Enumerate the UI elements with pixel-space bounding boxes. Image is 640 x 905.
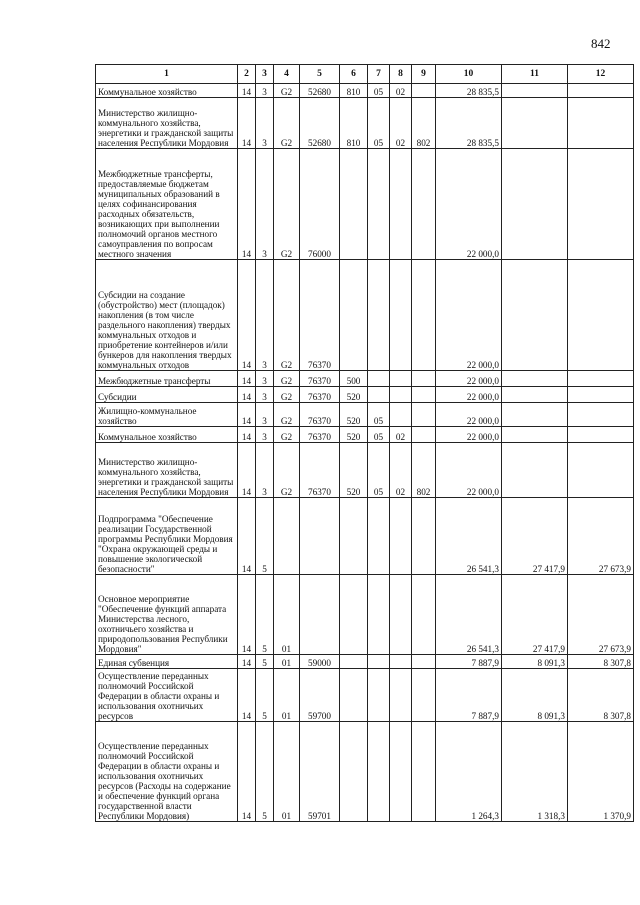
row-value-cell: 05 (368, 427, 390, 443)
row-value-cell (412, 149, 436, 260)
row-value-cell (368, 655, 390, 669)
row-value-cell (412, 403, 436, 427)
row-value-cell: G2 (274, 260, 300, 371)
row-value-cell: 14 (238, 84, 256, 98)
row-value-cell: 8 091,3 (502, 669, 568, 722)
row-value-cell (502, 403, 568, 427)
row-value-cell: 8 091,3 (502, 655, 568, 669)
row-value-cell: 52680 (300, 98, 340, 149)
row-name-cell: Единая субвенция (96, 655, 238, 669)
row-value-cell: 3 (256, 371, 274, 387)
row-value-cell (412, 260, 436, 371)
row-value-cell: 5 (256, 669, 274, 722)
row-value-cell (568, 371, 634, 387)
row-value-cell (368, 575, 390, 655)
row-value-cell (368, 371, 390, 387)
row-value-cell (502, 427, 568, 443)
table-row (96, 575, 634, 655)
row-value-cell: 76000 (300, 149, 340, 260)
row-value-cell: G2 (274, 403, 300, 427)
row-value-cell (568, 149, 634, 260)
row-value-cell: 5 (256, 722, 274, 822)
row-value-cell: 76370 (300, 387, 340, 403)
row-value-cell (568, 403, 634, 427)
row-value-cell: 22 000,0 (436, 403, 502, 427)
row-value-cell (390, 387, 412, 403)
col-header: 3 (256, 65, 274, 84)
row-value-cell (502, 84, 568, 98)
row-value-cell: 59000 (300, 655, 340, 669)
row-value-cell: 01 (274, 575, 300, 655)
col-header: 12 (568, 65, 634, 84)
row-value-cell: 14 (238, 575, 256, 655)
row-value-cell: 3 (256, 84, 274, 98)
row-value-cell: 27 417,9 (502, 575, 568, 655)
row-value-cell (502, 387, 568, 403)
row-value-cell (412, 498, 436, 575)
row-value-cell: 05 (368, 443, 390, 498)
row-value-cell: 59701 (300, 722, 340, 822)
row-value-cell: 14 (238, 443, 256, 498)
row-value-cell (340, 260, 368, 371)
row-value-cell: 5 (256, 498, 274, 575)
row-value-cell: 14 (238, 655, 256, 669)
row-value-cell: 520 (340, 443, 368, 498)
row-value-cell (568, 260, 634, 371)
row-value-cell: 26 541,3 (436, 498, 502, 575)
col-header: 5 (300, 65, 340, 84)
table-row (96, 387, 634, 403)
row-value-cell: 76370 (300, 427, 340, 443)
row-value-cell (368, 669, 390, 722)
row-value-cell (340, 722, 368, 822)
row-value-cell (368, 260, 390, 371)
row-value-cell (340, 575, 368, 655)
row-value-cell: G2 (274, 443, 300, 498)
row-value-cell: 14 (238, 371, 256, 387)
row-value-cell: 5 (256, 575, 274, 655)
row-value-cell (390, 655, 412, 669)
row-value-cell (568, 84, 634, 98)
row-value-cell: 52680 (300, 84, 340, 98)
row-value-cell: G2 (274, 387, 300, 403)
row-name-cell: Осуществление переданных полномочий Российской Федерации в области охраны и использования охотничьих ресурсов (96, 669, 238, 722)
col-header: 8 (390, 65, 412, 84)
row-value-cell (368, 149, 390, 260)
row-value-cell: 1 318,3 (502, 722, 568, 822)
col-header: 4 (274, 65, 300, 84)
row-value-cell: 1 264,3 (436, 722, 502, 822)
row-value-cell: 3 (256, 403, 274, 427)
row-value-cell: 28 835,5 (436, 84, 502, 98)
row-value-cell (390, 403, 412, 427)
row-value-cell: 02 (390, 84, 412, 98)
row-value-cell: 27 417,9 (502, 498, 568, 575)
row-value-cell: 05 (368, 98, 390, 149)
col-header: 9 (412, 65, 436, 84)
row-value-cell: 14 (238, 403, 256, 427)
row-value-cell: 22 000,0 (436, 387, 502, 403)
row-value-cell: G2 (274, 84, 300, 98)
row-value-cell: 802 (412, 443, 436, 498)
row-value-cell: 76370 (300, 260, 340, 371)
row-name-cell: Межбюджетные трансферты, предоставляемые бюджетам муниципальных образований в целях софинансирования расходных обязательств, возникающих при выполнении полномочий органов местного самоуправления по вопросам местного значения (96, 149, 238, 260)
table-row (96, 149, 634, 260)
row-value-cell: 22 000,0 (436, 427, 502, 443)
row-value-cell (502, 260, 568, 371)
table-row (96, 427, 634, 443)
row-value-cell: 14 (238, 498, 256, 575)
row-value-cell: 520 (340, 387, 368, 403)
row-value-cell (412, 84, 436, 98)
header-row (96, 65, 634, 84)
row-value-cell: G2 (274, 149, 300, 260)
row-value-cell: 14 (238, 387, 256, 403)
col-header: 11 (502, 65, 568, 84)
row-value-cell: 1 370,9 (568, 722, 634, 822)
row-value-cell (390, 669, 412, 722)
row-value-cell: 22 000,0 (436, 149, 502, 260)
row-value-cell (568, 443, 634, 498)
row-value-cell: 05 (368, 84, 390, 98)
row-value-cell: G2 (274, 371, 300, 387)
row-value-cell (390, 149, 412, 260)
table-row (96, 669, 634, 722)
row-value-cell: 26 541,3 (436, 575, 502, 655)
row-name-cell: Основное мероприятие "Обеспечение функций аппарата Министерства лесного, охотничьего хозяйства и природопользования Республики Мордовия" (96, 575, 238, 655)
row-value-cell (502, 149, 568, 260)
row-value-cell: 59700 (300, 669, 340, 722)
row-value-cell: 7 887,9 (436, 655, 502, 669)
row-value-cell (368, 387, 390, 403)
row-value-cell (340, 498, 368, 575)
row-value-cell: 01 (274, 669, 300, 722)
row-value-cell (274, 498, 300, 575)
row-value-cell (390, 371, 412, 387)
row-value-cell: 3 (256, 387, 274, 403)
row-value-cell (300, 498, 340, 575)
table-row (96, 655, 634, 669)
row-value-cell: 22 000,0 (436, 443, 502, 498)
table-row (96, 722, 634, 822)
row-value-cell (368, 722, 390, 822)
row-name-cell: Министерство жилищно-коммунального хозяйства, энергетики и гражданской защиты населения Республики Мордовия (96, 98, 238, 149)
row-value-cell (390, 260, 412, 371)
row-value-cell (412, 575, 436, 655)
row-value-cell (568, 98, 634, 149)
row-name-cell: Субсидии (96, 387, 238, 403)
row-value-cell (412, 371, 436, 387)
col-header: 2 (238, 65, 256, 84)
row-value-cell (390, 498, 412, 575)
row-name-cell: Субсидии на создание (обустройство) мест (площадок) накопления (в том числе раздельного накопления) твердых коммунальных отходов и приобретение контейнеров и/или бункеров для накопления твердых коммунальных отходов (96, 260, 238, 371)
row-name-cell: Осуществление переданных полномочий Российской Федерации в области охраны и использования охотничьих ресурсов (Расходы на содержание и обеспечение функций органа государственной власти Республики Мордовия) (96, 722, 238, 822)
row-value-cell: 14 (238, 260, 256, 371)
row-value-cell (412, 655, 436, 669)
row-value-cell: G2 (274, 427, 300, 443)
page-number: 842 (591, 36, 611, 51)
row-value-cell: 810 (340, 84, 368, 98)
table-row (96, 498, 634, 575)
row-value-cell (390, 722, 412, 822)
row-value-cell (502, 371, 568, 387)
row-value-cell: 02 (390, 427, 412, 443)
row-value-cell (412, 387, 436, 403)
row-name-cell: Жилищно-коммунальное хозяйство (96, 403, 238, 427)
row-value-cell: 22 000,0 (436, 260, 502, 371)
row-name-cell: Коммунальное хозяйство (96, 427, 238, 443)
row-value-cell: 76370 (300, 371, 340, 387)
row-value-cell: 02 (390, 98, 412, 149)
row-value-cell (300, 575, 340, 655)
row-value-cell: 3 (256, 98, 274, 149)
row-value-cell: 14 (238, 98, 256, 149)
row-value-cell: 500 (340, 371, 368, 387)
table-row (96, 443, 634, 498)
row-value-cell (340, 669, 368, 722)
row-value-cell: 3 (256, 149, 274, 260)
row-value-cell (340, 655, 368, 669)
row-value-cell: 27 673,9 (568, 498, 634, 575)
table-row (96, 98, 634, 149)
row-value-cell (502, 443, 568, 498)
row-value-cell: 14 (238, 149, 256, 260)
row-value-cell: 520 (340, 403, 368, 427)
row-value-cell: 76370 (300, 443, 340, 498)
row-value-cell: 3 (256, 427, 274, 443)
row-value-cell: 810 (340, 98, 368, 149)
table-row (96, 84, 634, 98)
row-value-cell (340, 149, 368, 260)
row-value-cell: 5 (256, 655, 274, 669)
row-value-cell: 01 (274, 655, 300, 669)
row-name-cell: Межбюджетные трансферты (96, 371, 238, 387)
row-value-cell: 7 887,9 (436, 669, 502, 722)
row-value-cell: 3 (256, 260, 274, 371)
table-row (96, 403, 634, 427)
row-value-cell: 3 (256, 443, 274, 498)
row-value-cell: 28 835,5 (436, 98, 502, 149)
row-value-cell: 02 (390, 443, 412, 498)
row-value-cell: G2 (274, 98, 300, 149)
row-value-cell: 802 (412, 98, 436, 149)
row-value-cell: 27 673,9 (568, 575, 634, 655)
row-value-cell (412, 427, 436, 443)
row-value-cell (412, 669, 436, 722)
row-name-cell: Министерство жилищно-коммунального хозяйства, энергетики и гражданской защиты населения Республики Мордовия (96, 443, 238, 498)
budget-table (95, 64, 634, 822)
col-header: 6 (340, 65, 368, 84)
table-row (96, 260, 634, 371)
row-value-cell: 8 307,8 (568, 655, 634, 669)
row-value-cell: 14 (238, 427, 256, 443)
row-value-cell: 05 (368, 403, 390, 427)
col-header: 1 (96, 65, 238, 84)
row-value-cell (568, 427, 634, 443)
row-name-cell: Коммунальное хозяйство (96, 84, 238, 98)
row-value-cell (368, 498, 390, 575)
row-value-cell: 520 (340, 427, 368, 443)
row-value-cell (412, 722, 436, 822)
row-value-cell (568, 387, 634, 403)
row-value-cell: 8 307,8 (568, 669, 634, 722)
row-name-cell: Подпрограмма "Обеспечение реализации Государственной программы Республики Мордовия "Охрана окружающей среды и повышение экологической безопасности" (96, 498, 238, 575)
row-value-cell: 14 (238, 722, 256, 822)
row-value-cell: 14 (238, 669, 256, 722)
row-value-cell (502, 98, 568, 149)
row-value-cell: 22 000,0 (436, 371, 502, 387)
col-header: 7 (368, 65, 390, 84)
row-value-cell: 01 (274, 722, 300, 822)
table-row (96, 371, 634, 387)
row-value-cell (390, 575, 412, 655)
row-value-cell: 76370 (300, 403, 340, 427)
col-header: 10 (436, 65, 502, 84)
